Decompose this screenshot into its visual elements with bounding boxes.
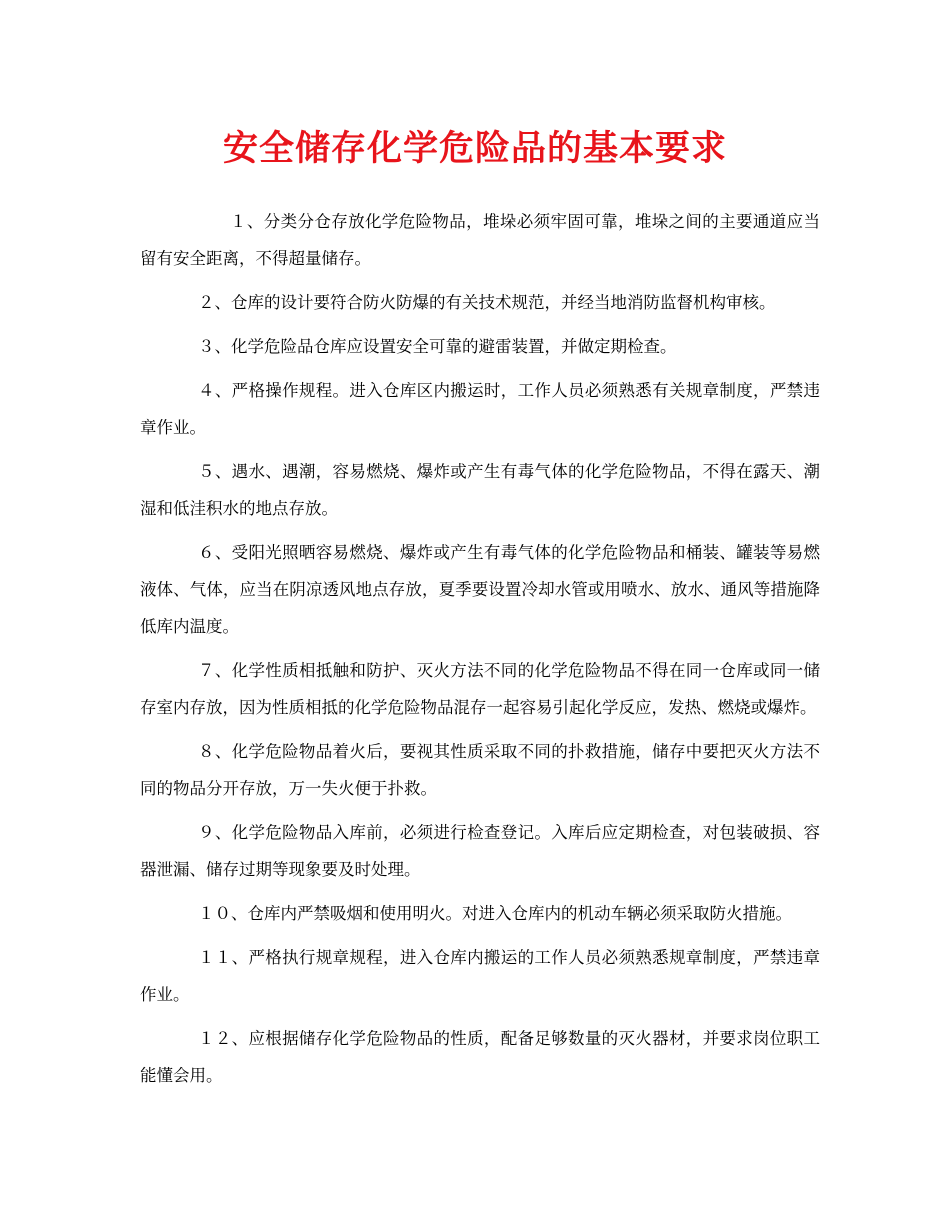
- document-body: [140, 203, 820, 1101]
- paragraph-4: ４、严格操作规程。进入仓库区内搬运时，工作人员必须熟悉有关规章制度，严禁违章作业。: [140, 381, 820, 437]
- paragraph-1: １、分类分仓存放化学危险物品，堆垛必须牢固可靠，堆垛之间的主要通道应当留有安全距离，不得超量储存。: [140, 212, 820, 268]
- paragraph-3: ３、化学危险品仓库应设置安全可靠的避雷装置，并做定期检查。: [198, 337, 677, 356]
- paragraph-6: ６、受阳光照晒容易燃烧、爆炸或产生有毒气体的化学危险物品和桶装、罐装等易燃液体、气体，应当在阴凉透风地点存放，夏季要设置冷却水管或用喷水、放水、通风等措施降低库内温度。: [140, 543, 820, 636]
- paragraph-11: １１、严格执行规章规程，进入仓库内搬运的工作人员必须熟悉规章制度，严禁违章作业。: [140, 948, 820, 1004]
- paragraph-8: ８、化学危险物品着火后，要视其性质采取不同的扑救措施，储存中要把灭火方法不同的物品分开存放，万一失火便于扑救。: [140, 742, 820, 798]
- paragraph-10: １０、仓库内严禁吸烟和使用明火。对进入仓库内的机动车辆必须采取防火措施。: [198, 904, 792, 923]
- document-title: 安全储存化学危险品的基本要求: [222, 128, 727, 169]
- paragraph-2: ２、仓库的设计要符合防火防爆的有关技术规范，并经当地消防监督机构审核。: [198, 293, 776, 312]
- paragraph-12: １２、应根据储存化学危险物品的性质，配备足够数量的灭火器材，并要求岗位职工能懂会用。: [140, 1029, 820, 1085]
- paragraph-7: ７、化学性质相抵触和防护、灭火方法不同的化学危险物品不得在同一仓库或同一储存室内存放，因为性质相抵的化学危险物品混存一起容易引起化学反应，发热、燃烧或爆炸。: [140, 661, 820, 717]
- paragraph-9: ９、化学危险物品入库前，必须进行检查登记。入库后应定期检查，对包装破损、容器泄漏、储存过期等现象要及时处理。: [140, 823, 820, 879]
- paragraph-5: ５、遇水、遇潮，容易燃烧、爆炸或产生有毒气体的化学危险物品，不得在露天、潮湿和低洼积水的地点存放。: [140, 462, 820, 518]
